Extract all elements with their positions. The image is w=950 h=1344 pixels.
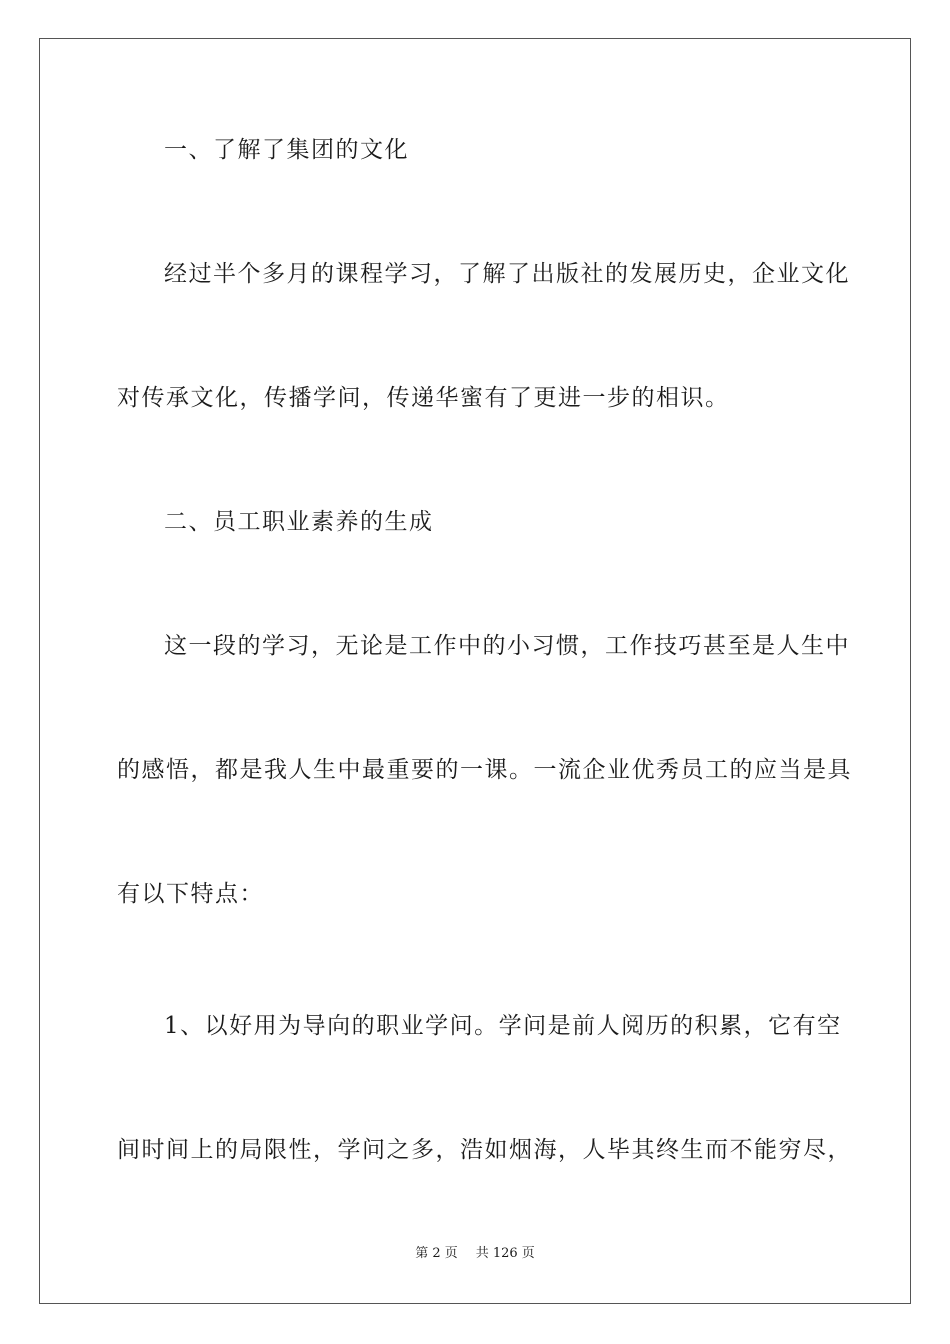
paragraph-line: 这一段的学习，无论是工作中的小习惯，工作技巧甚至是人生中 [164, 633, 850, 659]
page-border [39, 38, 911, 1304]
paragraph-line: 对传承文化，传播学问，传递华蜜有了更进一步的相识。 [117, 385, 730, 411]
page-number: 第 2 页 [415, 1246, 458, 1261]
section-heading-1: 一、了解了集团的文化 [164, 137, 409, 163]
paragraph-line: 间时间上的局限性，学问之多，浩如烟海，人毕其终生而不能穷尽， [117, 1137, 852, 1163]
paragraph-line: 经过半个多月的课程学习，了解了出版社的发展历史，企业文化 [164, 261, 850, 287]
page-footer [0, 1244, 950, 1264]
paragraph-line: 1、以好用为导向的职业学问。学问是前人阅历的积累，它有空 [164, 1013, 842, 1039]
section-heading-2: 二、员工职业素养的生成 [164, 509, 434, 535]
page-total: 共 126 页 [475, 1246, 535, 1261]
paragraph-line: 的感悟，都是我人生中最重要的一课。一流企业优秀员工的应当是具 [117, 757, 852, 783]
paragraph-line: 有以下特点： [117, 881, 264, 907]
